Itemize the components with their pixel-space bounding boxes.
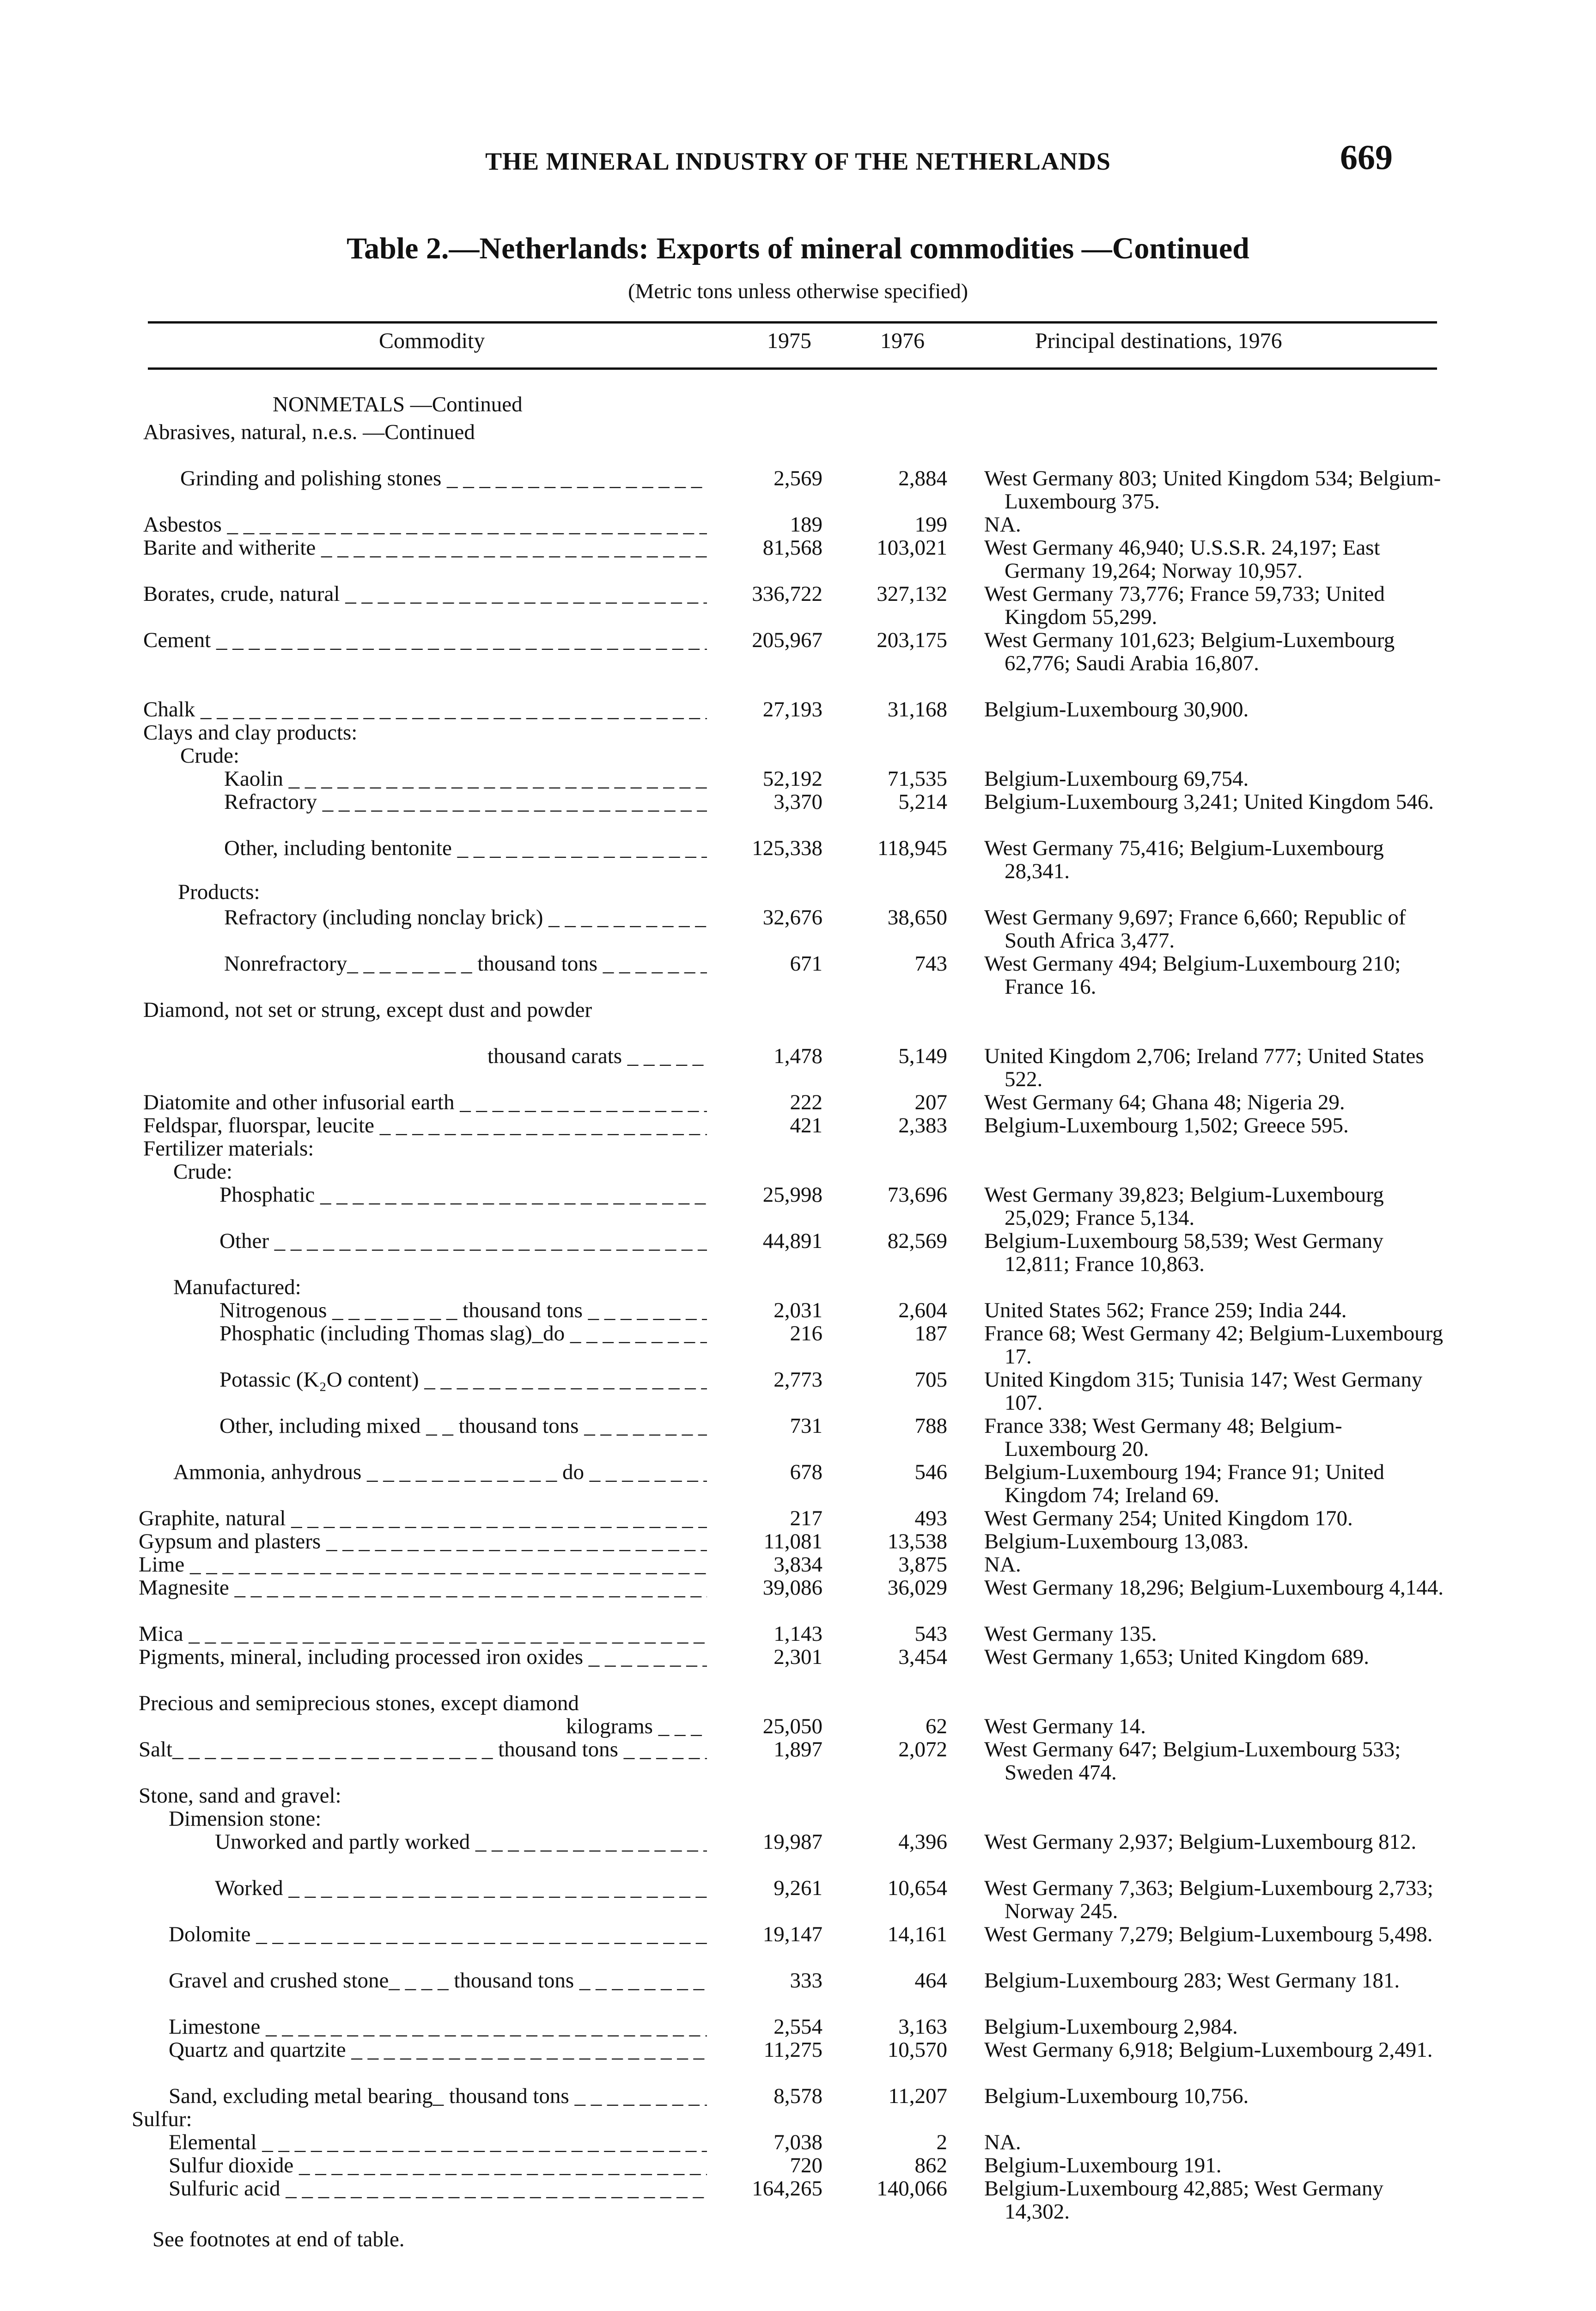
commodity-label: NONMETALS —Continued [273,393,523,416]
commodity-label: Precious and semiprecious stones, except diamond [139,1692,579,1715]
value-1975: 217 [790,1506,822,1530]
principal-destinations: West Germany 7,279; Belgium-Luxembourg 5,498. [984,1922,1433,1946]
principal-destinations: West Germany 18,296; Belgium-Luxembourg 4,144. [984,1576,1444,1600]
principal-destinations: West Germany 647; Belgium-Luxembourg 533; Sweden 474. [984,1737,1401,1785]
value-1975: 205,967 [752,628,822,652]
value-1976: 862 [914,2153,947,2177]
value-1976: 10,654 [887,1876,947,1900]
value-1975: 222 [790,1090,822,1114]
value-1976: 14,161 [887,1922,947,1946]
value-1975: 1,897 [774,1737,822,1761]
commodity-label: Kaolin _ _ _ [224,767,707,790]
value-1975: 731 [790,1414,822,1438]
principal-destinations: Belgium-Luxembourg 2,984. [984,2015,1238,2039]
principal-destinations: Belgium-Luxembourg 283; West Germany 181. [984,1969,1400,1993]
value-1975: 7,038 [774,2130,822,2154]
value-1976: 493 [914,1506,947,1530]
principal-destinations: United Kingdom 315; Tunisia 147; West Germany 107. [984,1368,1423,1415]
value-1975: 333 [790,1969,822,1993]
value-1975: 81,568 [762,536,822,560]
value-1975: 8,578 [774,2084,822,2108]
value-1976: 118,945 [877,836,947,860]
commodity-label: Potassic (K₂O content) _ _ _ [219,1368,707,1391]
commodity-label: Gravel and crushed stone_ _ _ _ thousand tons _ _ _ [169,1969,707,1992]
value-1976: 82,569 [887,1229,947,1253]
value-1976: 705 [914,1368,947,1392]
value-1975: 44,891 [762,1229,822,1253]
commodity-label: Diamond, not set or strung, except dust and powder [143,998,592,1021]
principal-destinations: West Germany 803; United Kingdom 534; Belgium-Luxembourg 375. [984,466,1441,514]
commodity-label: kilograms _ _ _ [566,1715,707,1738]
commodity-label: Lime _ _ _ [139,1553,707,1576]
value-1975: 164,265 [752,2176,822,2201]
value-1975: 2,569 [774,466,822,490]
value-1976: 2 [936,2130,947,2154]
principal-destinations: United States 562; France 259; India 244. [984,1298,1347,1322]
commodity-label: Clays and clay products: [143,721,358,744]
commodity-label: Sand, excluding metal bearing_ thousand tons _ _ _ [169,2085,707,2108]
value-1975: 189 [790,513,822,537]
principal-destinations: Belgium-Luxembourg 13,083. [984,1529,1249,1553]
principal-destinations: West Germany 254; United Kingdom 170. [984,1506,1353,1530]
value-1976: 546 [914,1460,947,1484]
principal-destinations: NA. [984,2130,1021,2154]
commodity-label: Salt_ _ _ _ _ _ _ _ _ _ _ _ _ _ _ _ _ _ _ _ thousand tons _ _ _ [139,1738,707,1761]
commodity-label: Grinding and polishing stones _ _ _ [180,467,707,490]
principal-destinations: Belgium-Luxembourg 194; France 91; United Kingdom 74; Ireland 69. [984,1460,1384,1507]
commodity-label: Refractory (including nonclay brick) _ _ _ [224,906,707,929]
commodity-label: Feldspar, fluorspar, leucite _ _ _ [143,1114,707,1137]
value-1975: 25,998 [762,1183,822,1207]
principal-destinations: West Germany 494; Belgium-Luxembourg 210; France 16. [984,952,1401,999]
value-1976: 73,696 [887,1183,947,1207]
commodity-label: Graphite, natural _ _ _ [139,1507,707,1530]
value-1975: 720 [790,2153,822,2177]
commodity-label: Magnesite _ _ _ [139,1576,707,1599]
principal-destinations: West Germany 75,416; Belgium-Luxembourg 28,341. [984,836,1384,883]
value-1975: 1,143 [774,1622,822,1646]
value-1975: 2,554 [774,2015,822,2039]
commodity-label: Crude: [180,744,239,767]
commodity-label: Sulfur: [132,2108,192,2131]
value-1975: 3,370 [774,790,822,814]
value-1975: 671 [790,952,822,976]
commodity-label: thousand carats _ _ _ [487,1045,707,1068]
commodity-label: Pigments, mineral, including processed iron oxides _ _ _ [139,1645,707,1669]
value-1975: 678 [790,1460,822,1484]
value-1976: 464 [914,1969,947,1993]
value-1976: 103,021 [877,536,947,560]
value-1976: 743 [914,952,947,976]
value-1975: 2,773 [774,1368,822,1392]
table-subtitle: (Metric tons unless otherwise specified) [628,279,968,303]
page-number: 669 [1340,138,1393,177]
commodity-label: Quartz and quartzite _ _ _ [169,2038,707,2061]
commodity-label: Other, including bentonite _ _ _ [224,837,707,860]
value-1976: 2,072 [898,1737,947,1761]
value-1975: 19,147 [762,1922,822,1946]
principal-destinations: United Kingdom 2,706; Ireland 777; United States 522. [984,1044,1424,1091]
commodity-label: Chalk _ _ _ [143,698,707,721]
principal-destinations: NA. [984,1553,1021,1577]
commodity-label: Barite and witherite _ _ _ [143,536,707,559]
value-1976: 38,650 [887,905,947,929]
value-1975: 25,050 [762,1714,822,1738]
value-1976: 62 [926,1714,947,1738]
principal-destinations: West Germany 9,697; France 6,660; Republic of South Africa 3,477. [984,905,1406,953]
principal-destinations: West Germany 64; Ghana 48; Nigeria 29. [984,1090,1345,1114]
commodity-label: Sulfur dioxide _ _ _ [169,2154,707,2177]
commodity-label: Other, including mixed _ _ thousand tons _ _ _ [219,1414,707,1437]
value-1976: 5,214 [898,790,947,814]
commodity-label: Gypsum and plasters _ _ _ [139,1530,707,1553]
footnote: See footnotes at end of table. [152,2227,405,2251]
running-head: THE MINERAL INDUSTRY OF THE NETHERLANDS [485,147,1111,175]
principal-destinations: West Germany 135. [984,1622,1157,1646]
column-header-1976: 1976 [880,329,925,353]
value-1976: 203,175 [877,628,947,652]
principal-destinations: Belgium-Luxembourg 58,539; West Germany 12,811; France 10,863. [984,1229,1383,1276]
value-1975: 2,301 [774,1645,822,1669]
principal-destinations: Belgium-Luxembourg 69,754. [984,767,1249,791]
commodity-label: Limestone _ _ _ [169,2015,707,2038]
commodity-label: Fertilizer materials: [143,1137,314,1160]
commodity-label: Diatomite and other infusorial earth _ _ _ [143,1091,707,1114]
value-1975: 421 [790,1113,822,1137]
principal-destinations: Belgium-Luxembourg 42,885; West Germany 14,302. [984,2176,1383,2224]
commodity-label: Stone, sand and gravel: [139,1784,341,1807]
principal-destinations: Belgium-Luxembourg 3,241; United Kingdom 546. [984,790,1434,814]
commodity-label: Unworked and partly worked _ _ _ [215,1830,707,1853]
value-1976: 2,884 [898,466,947,490]
principal-destinations: West Germany 39,823; Belgium-Luxembourg 25,029; France 5,134. [984,1183,1384,1230]
value-1975: 1,478 [774,1044,822,1068]
commodity-label: Elemental _ _ _ [169,2131,707,2154]
table-title: Table 2.—Netherlands: Exports of mineral commodities —Continued [347,232,1249,265]
value-1975: 39,086 [762,1576,822,1600]
principal-destinations: Belgium-Luxembourg 30,900. [984,697,1249,721]
value-1976: 3,163 [898,2015,947,2039]
commodity-label: Nitrogenous _ _ _ _ _ _ _ _ thousand tons _ _ _ [219,1299,707,1322]
commodity-label: Phosphatic (including Thomas slag)_do _ _ _ [219,1322,707,1345]
value-1975: 336,722 [752,582,822,606]
value-1976: 13,538 [887,1529,947,1553]
commodity-label: Refractory _ _ _ [224,790,707,813]
commodity-label: Dimension stone: [169,1807,322,1830]
value-1975: 19,987 [762,1830,822,1854]
value-1976: 788 [914,1414,947,1438]
value-1976: 187 [914,1321,947,1345]
value-1976: 2,383 [898,1113,947,1137]
value-1975: 11,275 [763,2038,822,2062]
value-1976: 2,604 [898,1298,947,1322]
value-1976: 199 [914,513,947,537]
commodity-label: Worked _ _ _ [215,1877,707,1900]
principal-destinations: West Germany 2,937; Belgium-Luxembourg 812. [984,1830,1417,1854]
value-1976: 4,396 [898,1830,947,1854]
principal-destinations: West Germany 6,918; Belgium-Luxembourg 2,491. [984,2038,1433,2062]
commodity-label: Sulfuric acid _ _ _ [169,2177,707,2200]
principal-destinations: NA. [984,513,1021,537]
value-1975: 9,261 [774,1876,822,1900]
value-1975: 52,192 [762,767,822,791]
principal-destinations: France 68; West Germany 42; Belgium-Luxembourg 17. [984,1321,1444,1369]
commodity-label: Ammonia, anhydrous _ _ _ _ _ _ _ _ _ _ _ _ do _ _ _ [173,1461,707,1484]
principal-destinations: West Germany 46,940; U.S.S.R. 24,197; East Germany 19,264; Norway 10,957. [984,536,1380,583]
value-1975: 32,676 [762,905,822,929]
value-1976: 36,029 [887,1576,947,1600]
commodity-label: Asbestos _ _ _ [143,513,707,536]
commodity-label: Manufactured: [173,1276,301,1299]
value-1975: 216 [790,1321,822,1345]
column-header-1975: 1975 [767,329,811,353]
principal-destinations: Belgium-Luxembourg 191. [984,2153,1222,2177]
commodity-label: Crude: [173,1160,232,1183]
commodity-label: Other _ _ _ [219,1229,707,1253]
value-1976: 3,875 [898,1553,947,1577]
value-1976: 3,454 [898,1645,947,1669]
commodity-label: Products: [178,880,260,904]
commodity-label: Cement _ _ _ [143,629,707,652]
commodity-label: Borates, crude, natural _ _ _ [143,582,707,605]
commodity-label: Mica _ _ _ [139,1622,707,1645]
commodity-label: Nonrefractory_ _ _ _ _ _ _ _ thousand tons _ _ _ [224,952,707,975]
principal-destinations: West Germany 7,363; Belgium-Luxembourg 2,733; Norway 245. [984,1876,1433,1923]
value-1976: 71,535 [887,767,947,791]
principal-destinations: West Germany 14. [984,1714,1146,1738]
principal-destinations: Belgium-Luxembourg 10,756. [984,2084,1249,2108]
value-1976: 327,132 [877,582,947,606]
value-1975: 11,081 [763,1529,822,1553]
value-1975: 125,338 [752,836,822,860]
value-1975: 27,193 [762,697,822,721]
value-1976: 5,149 [898,1044,947,1068]
principal-destinations: West Germany 73,776; France 59,733; United Kingdom 55,299. [984,582,1385,629]
value-1976: 207 [914,1090,947,1114]
value-1976: 11,207 [888,2084,947,2108]
value-1975: 3,834 [774,1553,822,1577]
principal-destinations: Belgium-Luxembourg 1,502; Greece 595. [984,1113,1349,1137]
value-1976: 543 [914,1622,947,1646]
column-header-destinations: Principal destinations, 1976 [1035,329,1282,353]
value-1975: 2,031 [774,1298,822,1322]
principal-destinations: West Germany 1,653; United Kingdom 689. [984,1645,1369,1669]
principal-destinations: West Germany 101,623; Belgium-Luxembourg 62,776; Saudi Arabia 16,807. [984,628,1395,675]
principal-destinations: France 338; West Germany 48; Belgium-Luxembourg 20. [984,1414,1342,1461]
value-1976: 31,168 [887,697,947,721]
commodity-label: Dolomite _ _ _ [169,1923,707,1946]
value-1976: 10,570 [887,2038,947,2062]
value-1976: 140,066 [877,2176,947,2201]
column-header-commodity: Commodity [379,329,485,353]
commodity-label: Abrasives, natural, n.e.s. —Continued [143,421,475,444]
commodity-label: Phosphatic _ _ _ [219,1183,707,1206]
